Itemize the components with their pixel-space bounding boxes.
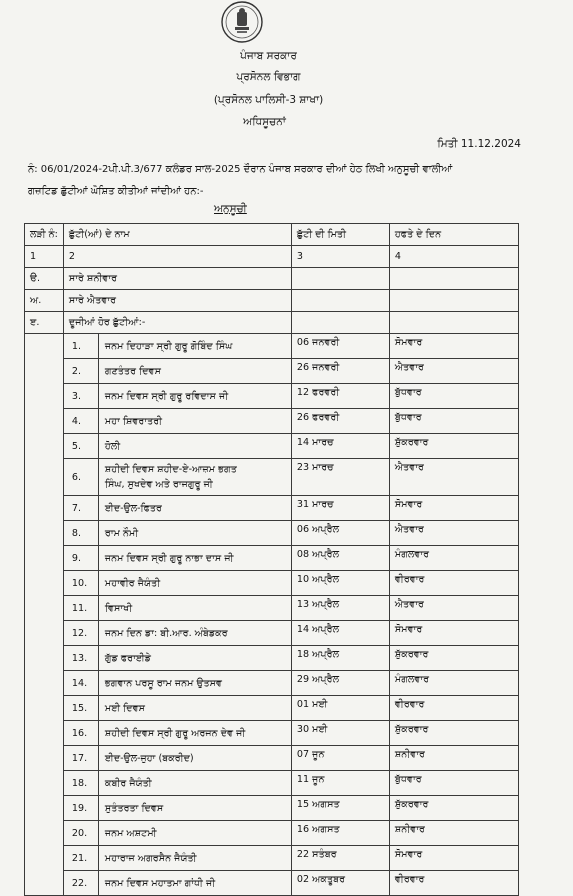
holiday-serial: 16. — [64, 721, 99, 745]
holiday-date: 26 ਜਨਵਰੀ — [291, 359, 389, 384]
holiday-weekday: ਵੀਰਵਾਰ — [389, 571, 518, 596]
holiday-serial: 9. — [64, 546, 99, 570]
holiday-date: 14 ਅਪ੍ਰੈਲ — [291, 621, 389, 646]
header-branch: (ਪ੍ਰਸੋਨਲ ਪਾਲਿਸੀ-3 ਸ਼ਾਖਾ) — [213, 94, 324, 106]
holiday-name-cell — [63, 746, 291, 771]
holiday-name-cell — [63, 871, 291, 896]
government-emblem-icon — [220, 0, 264, 44]
table-row — [25, 796, 519, 821]
table-row — [25, 621, 519, 646]
holiday-weekday: ਮੰਗਲਵਾਰ — [389, 671, 518, 696]
holiday-name — [99, 459, 237, 495]
holiday-date: 08 ਅਪ੍ਰੈਲ — [291, 546, 389, 571]
table-row — [25, 334, 519, 359]
table-row — [25, 384, 519, 409]
holiday-serial: 4. — [64, 409, 99, 433]
table-row — [25, 434, 519, 459]
holiday-date: 10 ਅਪ੍ਰੈਲ — [291, 571, 389, 596]
holiday-name — [99, 409, 162, 433]
table-row — [25, 746, 519, 771]
holiday-weekday: ਵੀਰਵਾਰ — [389, 871, 518, 896]
holiday-name — [99, 384, 228, 408]
holiday-name-line: ਮਹਾਵੀਰ ਜੈਯੰਤੀ — [104, 577, 161, 589]
holiday-name-line: ਜਨਮ ਦਿਵਸ ਮਹਾਤਮਾ ਗਾਂਧੀ ਜੀ — [104, 877, 216, 889]
col-number-3: 3 — [291, 246, 389, 268]
table-row — [25, 646, 519, 671]
holiday-weekday: ਸੋਮਵਾਰ — [389, 621, 518, 646]
table-row — [25, 409, 519, 434]
holiday-name-cell — [63, 546, 291, 571]
holiday-name-line: ਮਈ ਦਿਵਸ — [104, 702, 146, 714]
holiday-serial: 8. — [64, 521, 99, 545]
holiday-serial: 22. — [64, 871, 99, 895]
section-label: ੳ. — [25, 268, 64, 290]
holiday-date: 06 ਅਪ੍ਰੈਲ — [291, 521, 389, 546]
holiday-weekday: ਬੁੱਧਵਾਰ — [389, 384, 518, 409]
holiday-name — [99, 621, 228, 645]
holiday-serial: 15. — [64, 696, 99, 720]
holiday-date: 31 ਮਾਰਚ — [291, 496, 389, 521]
holiday-serial: 3. — [64, 384, 99, 408]
table-row — [25, 359, 519, 384]
notification-date: ਮਿਤੀ 11.12.2024 — [437, 138, 521, 150]
holiday-serial: 1. — [64, 334, 99, 358]
holiday-name-line: ਸਿੰਘ, ਸੁਖਦੇਵ ਅਤੇ ਰਾਜਗੁਰੂ ਜੀ — [104, 479, 213, 490]
holiday-name-line: ਜਨਮ ਦਿਵਸ ਸ੍ਰੀ ਗੁਰੂ ਨਾਭਾ ਦਾਸ ਜੀ — [104, 552, 234, 564]
header-notification: ਅਧਿਸੂਚਨਾਂ — [243, 116, 286, 128]
holiday-name — [99, 546, 234, 570]
holiday-weekday: ਬੁੱਧਵਾਰ — [389, 771, 518, 796]
holiday-date: 01 ਮਈ — [291, 696, 389, 721]
holiday-weekday: ਸ਼ੁੱਕਰਵਾਰ — [389, 434, 518, 459]
holiday-serial: 20. — [64, 821, 99, 845]
col-header-serial: ਲੜੀ ਨੰ: — [25, 224, 64, 246]
holiday-serial: 2. — [64, 359, 99, 383]
holiday-name-line: ਜਨਮ ਦਿਹਾੜਾ ਸ੍ਰੀ ਗੁਰੂ ਗੋਬਿੰਦ ਸਿੰਘ — [104, 340, 233, 352]
holiday-name-cell — [63, 496, 291, 521]
holiday-name-cell — [63, 434, 291, 459]
holiday-date: 15 ਅਗਸਤ — [291, 796, 389, 821]
holiday-name-cell — [63, 409, 291, 434]
holiday-name-cell — [63, 696, 291, 721]
holiday-weekday: ਐਤਵਾਰ — [389, 596, 518, 621]
holiday-name-line: ਗਣਤੰਤਰ ਦਿਵਸ — [104, 365, 161, 377]
holiday-name-cell — [63, 359, 291, 384]
holiday-serial: 11. — [64, 596, 99, 620]
section-row-sundays — [25, 290, 519, 312]
holiday-name — [99, 696, 145, 720]
table-header-row — [25, 224, 519, 246]
holiday-serial: 6. — [64, 459, 99, 495]
holiday-name-cell — [63, 796, 291, 821]
holiday-name-line: ਜਨਮ ਅਸ਼ਟਮੀ — [104, 827, 157, 839]
holiday-serial: 17. — [64, 746, 99, 770]
table-row — [25, 496, 519, 521]
col-header-name: ਛੁੱਟੀ(ਆਂ) ਦੇ ਨਾਮ — [63, 224, 291, 246]
holiday-serial: 19. — [64, 796, 99, 820]
col-header-day: ਹਫਤੇ ਦੇ ਦਿਨ — [389, 224, 518, 246]
holiday-name-line: ਈਦ-ਉਲ-ਜੁਹਾ (ਬਕਰੀਦ) — [104, 752, 194, 764]
holiday-date: 02 ਅਕਤੂਬਰ — [291, 871, 389, 896]
holiday-name-line: ਈਦ-ਉਲ-ਫਿਤਰ — [104, 502, 162, 514]
holiday-name-line: ਹੋਲੀ — [104, 440, 121, 452]
table-row — [25, 459, 519, 496]
holiday-serial: 12. — [64, 621, 99, 645]
holiday-name — [99, 771, 152, 795]
col-header-date: ਛੁੱਟੀ ਦੀ ਮਿਤੀ — [291, 224, 389, 246]
holiday-name-line: ਕਬੀਰ ਜੈਯੰਤੀ — [104, 777, 152, 789]
holiday-name-cell — [63, 721, 291, 746]
holiday-weekday: ਸ਼ਨੀਵਾਰ — [389, 746, 518, 771]
holiday-name-line: ਵਿਸਾਖੀ — [104, 602, 133, 614]
holiday-name — [99, 646, 151, 670]
col-number-2: 2 — [63, 246, 291, 268]
holiday-weekday: ਵੀਰਵਾਰ — [389, 696, 518, 721]
blank-serial-column — [25, 334, 64, 896]
holiday-name — [99, 671, 222, 695]
holiday-name — [99, 746, 194, 770]
holiday-name-line: ਸੁਤੰਤਰਤਾ ਦਿਵਸ — [104, 802, 164, 814]
holiday-name — [99, 571, 160, 595]
intro-text — [28, 159, 558, 203]
holiday-serial: 7. — [64, 496, 99, 520]
holiday-weekday: ਸੋਮਵਾਰ — [389, 846, 518, 871]
section-row-other — [25, 312, 519, 334]
holiday-table — [24, 223, 519, 896]
holiday-name-cell — [63, 646, 291, 671]
holiday-date: 18 ਅਪ੍ਰੈਲ — [291, 646, 389, 671]
holiday-name-cell — [63, 521, 291, 546]
holiday-serial: 14. — [64, 671, 99, 695]
table-number-row — [25, 246, 519, 268]
holiday-name — [99, 334, 232, 358]
holiday-name-cell — [63, 384, 291, 409]
holiday-name — [99, 796, 163, 820]
holiday-name — [99, 521, 138, 545]
holiday-weekday: ਐਤਵਾਰ — [389, 459, 518, 496]
section-name: ਦੂਜੀਆਂ ਹੋਰ ਛੁੱਟੀਆਂ:- — [63, 312, 291, 334]
holiday-name — [99, 496, 162, 520]
holiday-weekday: ਸੋਮਵਾਰ — [389, 334, 518, 359]
holiday-date: 14 ਮਾਰਚ — [291, 434, 389, 459]
holiday-serial: 18. — [64, 771, 99, 795]
holiday-weekday: ਸ਼ੁੱਕਰਵਾਰ — [389, 646, 518, 671]
table-row — [25, 596, 519, 621]
table-row — [25, 696, 519, 721]
holiday-name-cell — [63, 671, 291, 696]
table-row — [25, 846, 519, 871]
holiday-date: 30 ਮਈ — [291, 721, 389, 746]
holiday-weekday: ਸ਼ੁੱਕਰਵਾਰ — [389, 721, 518, 746]
holiday-serial: 5. — [64, 434, 99, 458]
holiday-name — [99, 359, 161, 383]
holiday-name-cell — [63, 334, 291, 359]
holiday-date: 07 ਜੂਨ — [291, 746, 389, 771]
header-government: ਪੰਜਾਬ ਸਰਕਾਰ — [240, 50, 297, 62]
holiday-name — [99, 846, 197, 870]
holiday-name-line: ਗੁੱਡ ਫਰਾਈਡੇ — [104, 652, 151, 664]
section-row-saturdays — [25, 268, 519, 290]
holiday-date: 12 ਫਰਵਰੀ — [291, 384, 389, 409]
holiday-serial: 13. — [64, 646, 99, 670]
table-row — [25, 546, 519, 571]
holiday-date: 29 ਅਪ੍ਰੈਲ — [291, 671, 389, 696]
table-row — [25, 521, 519, 546]
table-row — [25, 821, 519, 846]
holiday-name — [99, 821, 157, 845]
holiday-serial: 21. — [64, 846, 99, 870]
holiday-date: 16 ਅਗਸਤ — [291, 821, 389, 846]
holiday-name — [99, 871, 215, 895]
holiday-name-line: ਮਹਾਰਾਜ ਅਗਰਸੈਨ ਜੈਯੰਤੀ — [104, 852, 197, 864]
holiday-name — [99, 721, 245, 745]
table-row — [25, 571, 519, 596]
holiday-weekday: ਬੁੱਧਵਾਰ — [389, 409, 518, 434]
holiday-name-cell — [63, 621, 291, 646]
schedule-title: ਅਨੁਸੂਚੀ — [214, 203, 247, 215]
table-row — [25, 871, 519, 896]
holiday-name-cell — [63, 571, 291, 596]
holiday-name-cell — [63, 821, 291, 846]
holiday-name-line: ਜਨਮ ਦਿਨ ਡਾ: ਬੀ.ਆਰ. ਅੰਬੇਡਕਰ — [104, 627, 228, 639]
holiday-name-line: ਸ਼ਹੀਦੀ ਦਿਵਸ ਸ਼ਹੀਦ-ਏ-ਆਜ਼ਮ ਭਗਤ — [104, 464, 237, 475]
holiday-date: 22 ਸਤੰਬਰ — [291, 846, 389, 871]
holiday-weekday: ਐਤਵਾਰ — [389, 359, 518, 384]
section-name: ਸਾਰੇ ਐਤਵਾਰ — [63, 290, 291, 312]
section-label: ੲ. — [25, 312, 64, 334]
holiday-serial: 10. — [64, 571, 99, 595]
section-label: ਅ. — [25, 290, 64, 312]
holiday-weekday: ਸ਼ਨੀਵਾਰ — [389, 821, 518, 846]
holiday-name-line: ਮਹਾ ਸ਼ਿਵਰਾਤਰੀ — [104, 415, 163, 427]
holiday-date: 26 ਫਰਵਰੀ — [291, 409, 389, 434]
holiday-name-line: ਸ਼ਹੀਦੀ ਦਿਵਸ ਸ੍ਰੀ ਗੁਰੂ ਅਰਜਨ ਦੇਵ ਜੀ — [104, 727, 246, 739]
holiday-date: 13 ਅਪ੍ਰੈਲ — [291, 596, 389, 621]
table-row — [25, 721, 519, 746]
header-department: ਪ੍ਰਸੋਨਲ ਵਿਭਾਗ — [236, 71, 301, 83]
table-row — [25, 771, 519, 796]
holiday-weekday: ਐਤਵਾਰ — [389, 521, 518, 546]
col-number-1: 1 — [25, 246, 64, 268]
holiday-name — [99, 434, 120, 458]
col-number-4: 4 — [389, 246, 518, 268]
section-name: ਸਾਰੇ ਸ਼ਨੀਵਾਰ — [63, 268, 291, 290]
holiday-name — [99, 596, 132, 620]
holiday-name-line: ਰਾਮ ਨੌਮੀ — [104, 527, 139, 539]
holiday-name-cell — [63, 846, 291, 871]
holiday-weekday: ਮੰਗਲਵਾਰ — [389, 546, 518, 571]
table-row — [25, 671, 519, 696]
holiday-name-cell — [63, 771, 291, 796]
holiday-weekday: ਸੋਮਵਾਰ — [389, 496, 518, 521]
holiday-name-cell — [63, 596, 291, 621]
holiday-name-cell — [63, 459, 291, 496]
holiday-weekday: ਸ਼ੁੱਕਰਵਾਰ — [389, 796, 518, 821]
intro-line-1: ਨੰ: 06/01/2024-2ਪੀ.ਪੀ.3/677 ਕਲੰਡਰ ਸਾਲ-2025 ਦੌਰਾਨ ਪੰਜਾਬ ਸਰਕਾਰ ਦੀਆਂ ਹੇਠ ਲਿਖੀ ਅਨੁਸੂਚੀ ਵਾਲੀਆਂ — [28, 164, 453, 175]
holiday-date: 06 ਜਨਵਰੀ — [291, 334, 389, 359]
intro-line-2: ਗਜ਼ਟਿਡ ਛੁੱਟੀਆਂ ਘੋਸ਼ਿਤ ਕੀਤੀਆਂ ਜਾਂਦੀਆਂ ਹਨ:- — [28, 186, 204, 197]
holiday-name-line: ਭਗਵਾਨ ਪਰਸੂ ਰਾਮ ਜਨਮ ਉਤਸਵ — [104, 677, 222, 689]
holiday-name-line: ਜਨਮ ਦਿਵਸ ਸ੍ਰੀ ਗੁਰੂ ਰਵਿਦਾਸ ਜੀ — [104, 390, 229, 402]
holiday-date: 11 ਜੂਨ — [291, 771, 389, 796]
holiday-date: 23 ਮਾਰਚ — [291, 459, 389, 496]
